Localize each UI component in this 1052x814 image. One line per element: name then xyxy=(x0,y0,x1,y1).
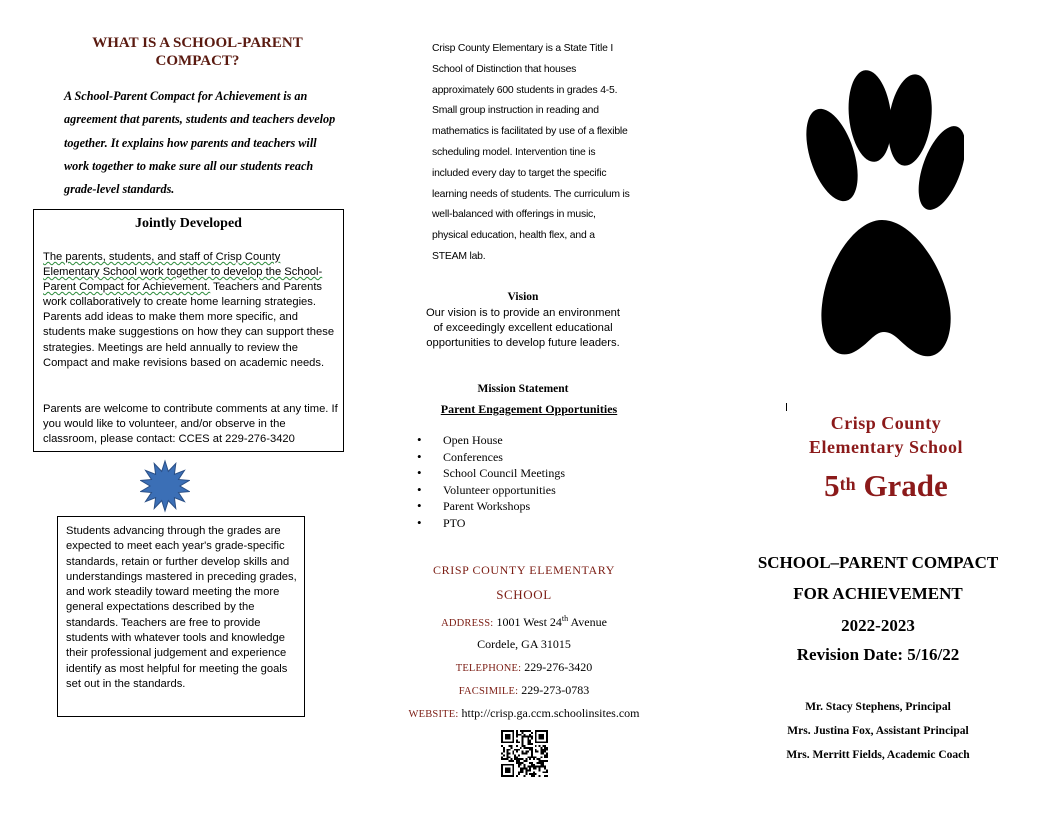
grade-number: 5 xyxy=(824,468,840,503)
standards-box xyxy=(57,516,305,717)
city-line: Cordele, GA 31015 xyxy=(477,637,571,651)
jointly-rest-text: Teachers and Parents work collaboratively to create home learning strategies. Parents add ideas to make them more specific, and students make suggestions on how they can support these strategies. Meetings are held annually to review the Compact and make revisions based on academic needs. xyxy=(43,281,335,369)
list-item: • Volunteer opportunities xyxy=(415,482,565,499)
standards-text: Students advancing through the grades are expected to meet each year's grade-specific standards, retain or further develop skills and understandings mastered in preceding grades, and work steadily toward meeting the more general expectations described by the standards. Teachers are free to provide students with whatever tools and knowledge their professional judgement and experience identify as most helpful for meeting the goals set out in the standards. xyxy=(66,525,297,690)
address-value xyxy=(496,615,606,629)
list-item: • PTO xyxy=(415,515,565,532)
contact-invite-paragraph: Parents are welcome to contribute comments at any time. If you would like to volunteer, and/or observe in the classroom, please contact: CCES at 229-276-3420 xyxy=(43,403,338,446)
contact-school-name-line2: SCHOOL xyxy=(496,587,552,602)
compact-heading: SCHOOL–PARENT COMPACT xyxy=(757,553,999,572)
address-street: 1001 West 24 xyxy=(496,615,562,629)
address-suffix: th xyxy=(561,614,569,623)
jointly-developed-box xyxy=(33,209,344,452)
mission-title: Mission Statement xyxy=(477,383,569,395)
phone-line xyxy=(395,660,653,675)
fax-value: 229-273-0783 xyxy=(521,683,590,697)
address-label: ADDRESS: xyxy=(441,618,494,629)
engagement-list xyxy=(415,432,565,531)
website-link[interactable]: http://crisp.ga.ccm.schoolinsites.com xyxy=(461,706,640,720)
principal-name: Mr. Stacy Stephens, Principal xyxy=(805,701,951,713)
grade-word: Grade xyxy=(863,468,948,503)
phone-value: 229-276-3420 xyxy=(524,660,593,674)
revision-date: Revision Date: 5/16/22 xyxy=(796,645,960,664)
compact-description: A School-Parent Compact for Achievement is an agreement that parents, students and teachers develop together. It explains how parents and teachers will work together to make sure all our students reach grade-level standards. xyxy=(64,89,336,197)
paw-print-icon xyxy=(804,70,964,370)
list-item: • Parent Workshops xyxy=(415,498,565,515)
grade-title xyxy=(742,468,1030,504)
address-avenue: Avenue xyxy=(568,615,607,629)
assistant-principal-name: Mrs. Justina Fox, Assistant Principal xyxy=(787,725,969,737)
jointly-developed-paragraph xyxy=(43,250,337,371)
fax-line xyxy=(395,683,653,698)
grade-suffix: th xyxy=(839,474,856,494)
compact-title: WHAT IS A SCHOOL-PARENT COMPACT? xyxy=(92,35,303,69)
qr-code-icon xyxy=(501,730,548,777)
text-cursor-mark xyxy=(786,403,787,411)
academic-coach-name: Mrs. Merritt Fields, Academic Coach xyxy=(786,749,970,761)
phone-label: TELEPHONE: xyxy=(455,663,522,674)
list-item: • Conferences xyxy=(415,449,565,466)
vision-text: Our vision is to provide an environment of exceedingly excellent educational opportunities to develop future leaders. xyxy=(425,307,620,350)
school-name-title-line2: Elementary School xyxy=(809,437,963,457)
starburst-icon xyxy=(140,459,190,513)
website-line xyxy=(395,706,653,721)
about-school-text: Crisp County Elementary is a State Title I School of Distinction that houses approximately 600 students in grades 4-5. Small group instruction in reading and mathematics is facilitated by use of a flexible scheduling model. Intervention tine is included every day to target the specific learning needs of students. The curriculum is well-balanced with offerings in music, physical education, health flex, and a STEAM lab. xyxy=(432,43,630,262)
address-line xyxy=(395,614,653,630)
school-year: 2022-2023 xyxy=(841,616,915,635)
list-item: • Open House xyxy=(415,432,565,449)
school-name-title: Crisp County xyxy=(830,413,942,433)
fax-label: FACSIMILE: xyxy=(458,686,519,697)
vision-title: Vision xyxy=(507,291,539,303)
list-item: • School Council Meetings xyxy=(415,465,565,482)
jointly-developed-title: Jointly Developed xyxy=(135,216,242,231)
engagement-title: Parent Engagement Opportunities xyxy=(440,402,618,416)
website-label: WEBSITE: xyxy=(408,709,459,720)
contact-school-name: CRISP COUNTY ELEMENTARY xyxy=(433,563,615,577)
jointly-underlined-text: The parents, students, and staff of Crisp County Elementary School work together to develop the School-Parent Compact for Achievement. xyxy=(43,251,323,294)
compact-heading-line2: FOR ACHIEVEMENT xyxy=(793,584,963,603)
